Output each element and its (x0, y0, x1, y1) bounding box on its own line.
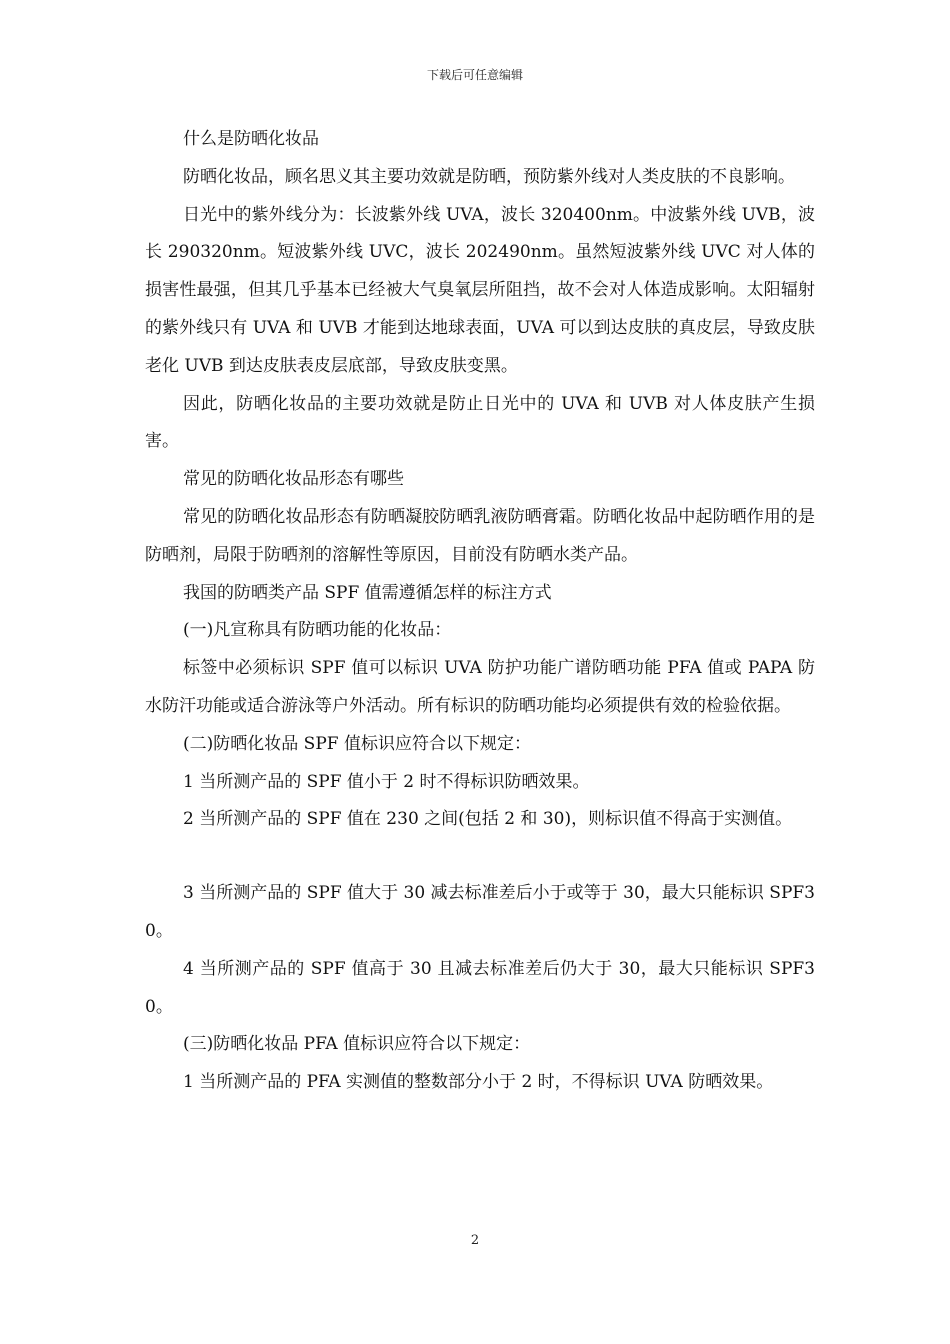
section-two-title: (二)防晒化妆品 SPF 值标识应符合以下规定： (183, 733, 531, 754)
rule-spf-2: 2 当所测产品的 SPF 值在 230 之间(包括 2 和 30)，则标识值不得高于实测值。 (183, 809, 793, 830)
section-one-title: (一)凡宣称具有防晒功能的化妆品： (183, 620, 452, 641)
paragraph-main-function: 因此，防晒化妆品的主要功效就是防止日光中的 UVA 和 UVB 对人体皮肤产生损害。 (145, 393, 815, 452)
heading-what-is-sunscreen: 什么是防晒化妆品 (183, 129, 319, 149)
paragraph-product-forms: 常见的防晒化妆品形态有防晒凝胶防晒乳液防晒膏霜。防晒化妆品中起防晒作用的是防晒剂，局限于防晒剂的溶解性等原因，目前没有防晒水类产品。 (145, 506, 815, 565)
rule-spf-3: 3 当所测产品的 SPF 值大于 30 减去标准差后小于或等于 30，最大只能标识 SPF30。 (145, 883, 815, 941)
page-number: 2 (470, 1233, 480, 1248)
blank-line (145, 839, 815, 875)
rule-spf-1: 1 当所测产品的 SPF 值小于 2 时不得标识防晒效果。 (183, 771, 590, 792)
rule-pfa-1: 1 当所测产品的 PFA 实测值的整数部分小于 2 时，不得标识 UVA 防晒效果。 (183, 1072, 774, 1093)
paragraph-uv-types: 日光中的紫外线分为：长波紫外线 UVA，波长 320400nm。中波紫外线 UVB，波长 290320nm。短波紫外线 UVC，波长 202490nm。虽然短波紫外线 UVC 对人体的损害性最强，但其几乎基本已经被大气臭氧层所阻挡，故不会对人体造成影响。太阳辐射的紫外线只有 UVA 和 UVB 才能到达地球表面，UVA 可以到达皮肤的真皮层，导致皮肤老化 UVB 到达皮肤表皮层底部，导致皮肤变黑。 (145, 204, 815, 376)
section-three-title: (三)防晒化妆品 PFA 值标识应符合以下规定： (183, 1034, 531, 1055)
paragraph-definition: 防晒化妆品，顾名思义其主要功效就是防晒，预防紫外线对人类皮肤的不良影响。 (183, 166, 795, 187)
page-header: 下载后可任意编辑 (426, 68, 523, 82)
paragraph-label-requirements: 标签中必须标识 SPF 值可以标识 UVA 防护功能广谱防晒功能 PFA 值或 PAPA 防水防汗功能或适合游泳等户外活动。所有标识的防晒功能均必须提供有效的检验依据。 (145, 658, 815, 716)
document-body (145, 121, 815, 1102)
heading-product-forms: 常见的防晒化妆品形态有哪些 (183, 469, 404, 490)
rule-spf-4: 4 当所测产品的 SPF 值高于 30 且减去标准差后仍大于 30，最大只能标识 SPF30。 (145, 958, 815, 1017)
heading-spf-labeling: 我国的防晒类产品 SPF 值需遵循怎样的标注方式 (183, 582, 552, 603)
